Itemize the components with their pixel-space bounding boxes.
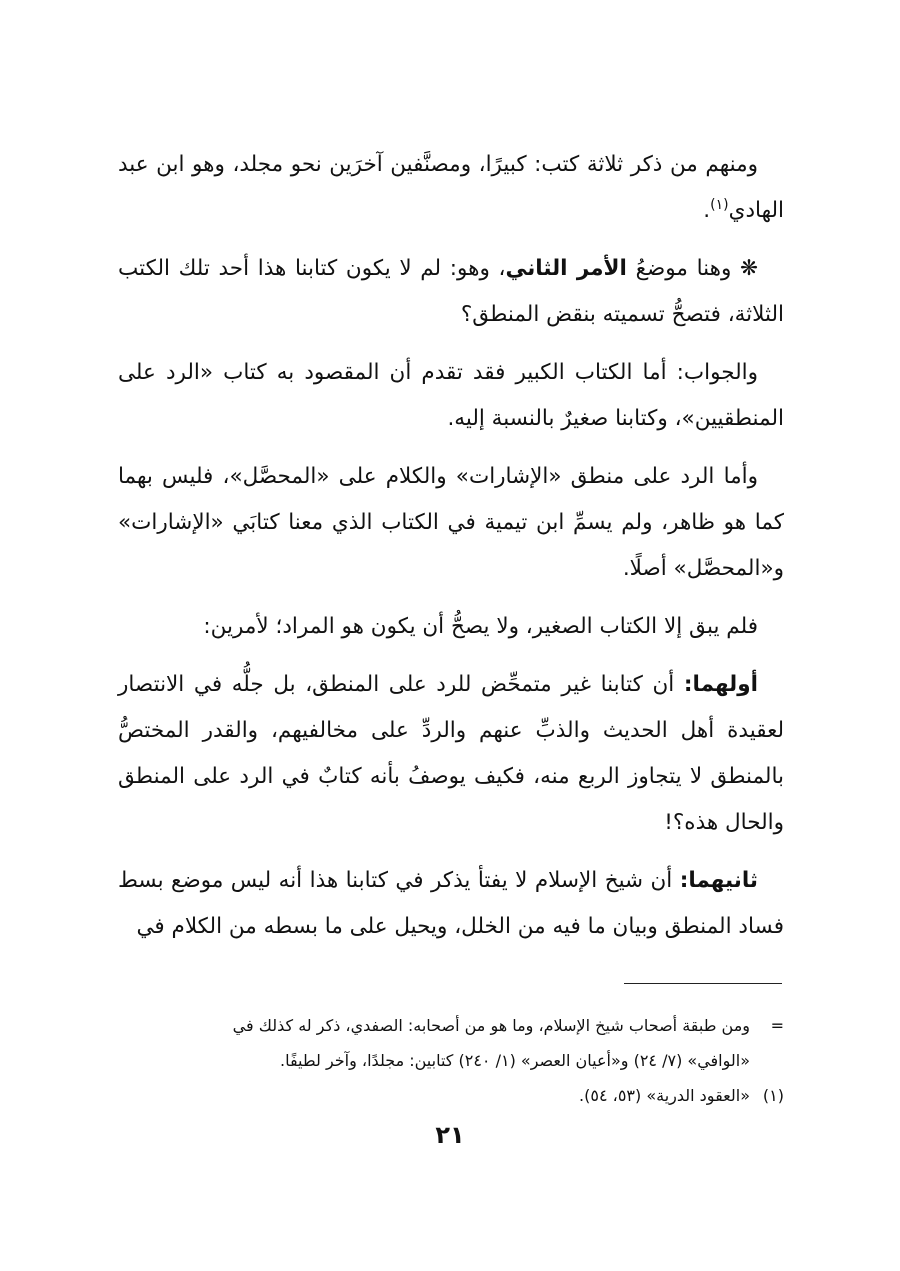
paragraph-4: وأما الرد على منطق «الإشارات» والكلام على «المحصَّل»، فليس بهما كما هو ظاهر، ولم يسمِّ ابن تيمية في الكتاب الذي معنا كتابَي «الإشارات» و«المحصَّل» أصلًا. [118, 464, 784, 581]
paragraph-3: والجواب: أما الكتاب الكبير فقد تقدم أن المقصود به كتاب «الرد على المنطقيين»، وكتابنا صغيرٌ بالنسبة إليه. [118, 360, 784, 431]
footnote-continuation-mark: = [770, 1016, 784, 1035]
footnote-1-mark: (١) [762, 1086, 784, 1105]
paragraph-1-text: ومنهم من ذكر ثلاثة كتب: كبيرًا، ومصنَّفين آخرَين نحو مجلد، وهو ابن عبد الهادي [118, 152, 784, 223]
paragraph-2-prefix: وهنا موضعُ [626, 256, 732, 281]
paragraph-1-end: . [703, 198, 711, 223]
footnote-1-text: «العقود الدرية» (٥٣، ٥٤). [579, 1086, 750, 1105]
paragraph-6-label: أولهما: [683, 672, 758, 697]
footnote-continuation-text-1: ومن طبقة أصحاب شيخ الإسلام، وما هو من أصحابه: الصفدي، ذكر له كذلك في [232, 1016, 750, 1035]
footnote-continuation-line-2: «الوافي» (٧/ ٢٤) و«أعيان العصر» (١/ ٢٤٠) كتابين: مجلدًا، وآخر لطيفًا. [279, 1051, 750, 1070]
paragraph-2 [118, 246, 784, 338]
paragraph-7-label: ثانيهما: [679, 868, 758, 893]
main-text [118, 142, 784, 962]
footnote-ref-1[interactable]: (١) [710, 196, 729, 213]
paragraph-7-rest: أن شيخ الإسلام لا يفتأ يذكر في كتابنا هذا أنه ليس موضع بسط فساد المنطق وبيان ما فيه من الخلل، ويحيل على ما بسطه من الكلام في [118, 868, 784, 939]
section-star-icon: ❋ [739, 256, 758, 281]
footnote-1 [118, 1078, 784, 1113]
paragraph-1 [118, 142, 784, 234]
paragraph-5: فلم يبق إلا الكتاب الصغير، ولا يصحُّ أن يكون هو المراد؛ لأمرين: [203, 614, 758, 639]
paragraph-7 [118, 858, 784, 950]
paragraph-2-rest: ، وهو: لم لا يكون كتابنا هذا أحد تلك الكتب الثلاثة، فتصحُّ تسميته بنقض المنطق؟ [118, 256, 784, 327]
paragraph-6-rest: أن كتابنا غير متمحِّض للرد على المنطق، بل جلُّه في الانتصار لعقيدة أهل الحديث والذبِّ عنهم والردِّ على مخالفيهم، والقدر المختصُّ بالمنطق لا يتجاوز الربع منه، فكيف يوصفُ بأنه كتابٌ في الرد على المنطق والحال هذه؟! [118, 672, 784, 835]
footnote-separator [624, 983, 782, 984]
page-number: ٢١ [435, 1121, 465, 1149]
footnote-continuation-line-1 [118, 1008, 784, 1043]
paragraph-6 [118, 662, 784, 846]
footnotes [118, 1008, 784, 1113]
paragraph-2-bold: الأمر الثاني [505, 256, 627, 281]
